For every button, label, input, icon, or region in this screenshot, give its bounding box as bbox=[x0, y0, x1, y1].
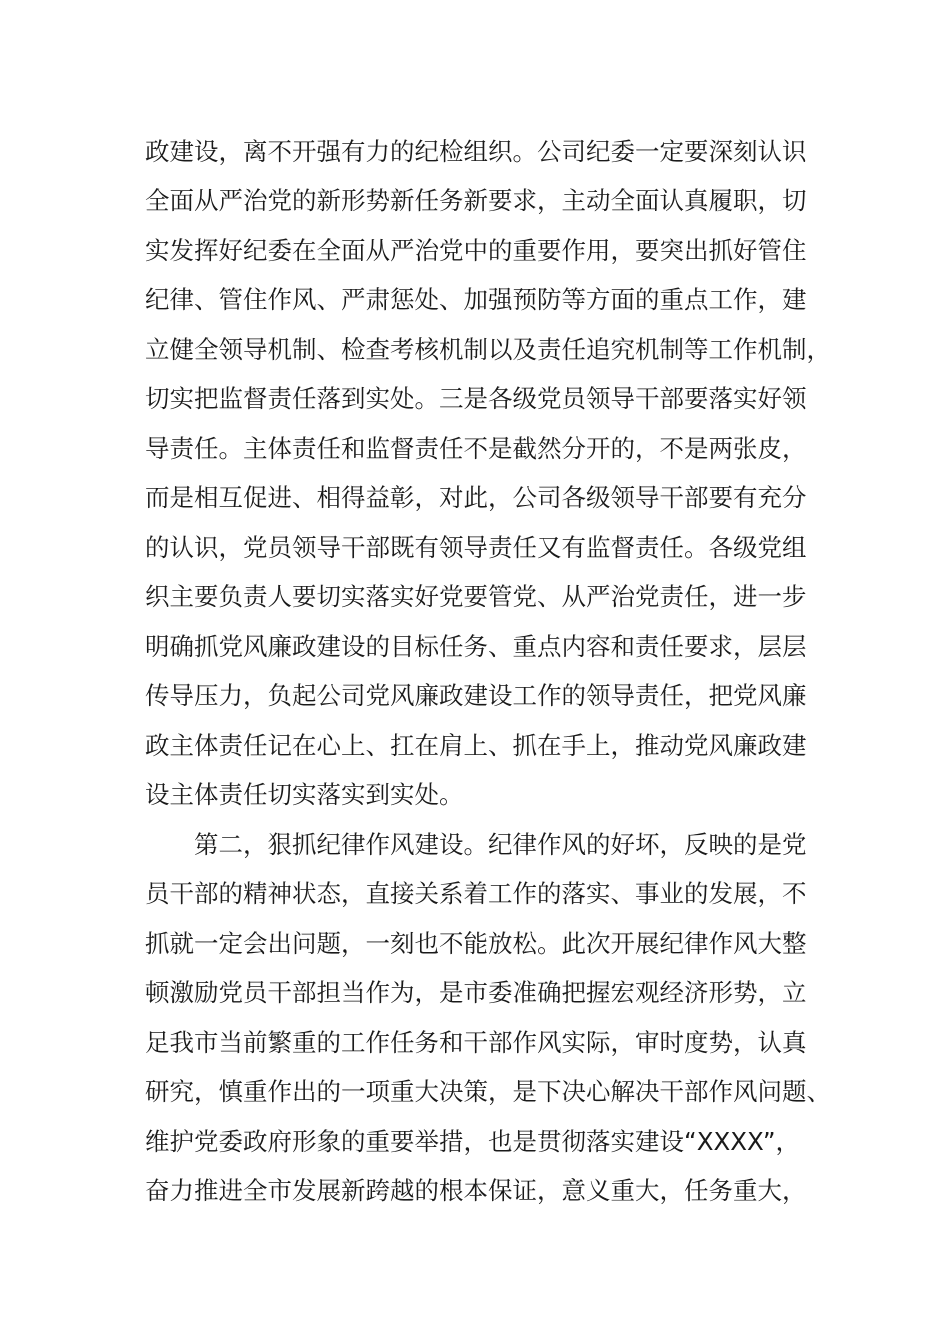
text-line: 明确抓党风廉政建设的目标任务、重点内容和责任要求，层层 bbox=[145, 632, 807, 661]
text-line: 奋力推进全市发展新跨越的根本保证，意义重大，任务重大， bbox=[145, 1176, 807, 1205]
text-line: 研究，慎重作出的一项重大决策，是下决心解决干部作风问题、 bbox=[145, 1077, 831, 1106]
text-line: 政主体责任记在心上、扛在肩上、抓在手上，推动党风廉政建 bbox=[145, 731, 807, 760]
text-line: 抓就一定会出问题，一刻也不能放松。此次开展纪律作风大整 bbox=[145, 929, 807, 958]
paragraph-start-line: 第二，狠抓纪律作风建设。纪律作风的好坏，反映的是党 bbox=[194, 830, 807, 859]
text-line: 而是相互促进、相得益彰，对此，公司各级领导干部要有充分 bbox=[145, 483, 807, 512]
text-line: 织主要负责人要切实落实好党要管党、从严治党责任，进一步 bbox=[145, 582, 807, 611]
text-line: 顿激励党员干部担当作为，是市委准确把握宏观经济形势，立 bbox=[145, 978, 807, 1007]
text-line: 切实把监督责任落到实处。三是各级党员领导干部要落实好领 bbox=[145, 384, 807, 413]
text-line: 实发挥好纪委在全面从严治党中的重要作用，要突出抓好管住 bbox=[145, 236, 807, 265]
text-line: 足我市当前繁重的工作任务和干部作风实际，审时度势，认真 bbox=[145, 1028, 807, 1057]
text-line: 政建设，离不开强有力的纪检组织。公司纪委一定要深刻认识 bbox=[145, 137, 807, 166]
text-line: 导责任。主体责任和监督责任不是截然分开的，不是两张皮， bbox=[145, 434, 807, 463]
text-line: 传导压力，负起公司党风廉政建设工作的领导责任，把党风廉 bbox=[145, 681, 807, 710]
text-line: 员干部的精神状态，直接关系着工作的落实、事业的发展，不 bbox=[145, 879, 807, 908]
text-line: 维护党委政府形象的重要举措，也是贯彻落实建设“XXXX”， bbox=[145, 1127, 801, 1156]
text-line: 设主体责任切实落实到实处。 bbox=[145, 780, 464, 809]
text-line: 立健全领导机制、检查考核机制以及责任追究机制等工作机制， bbox=[145, 335, 831, 364]
text-line: 全面从严治党的新形势新任务新要求，主动全面认真履职，切 bbox=[145, 186, 807, 215]
text-line: 的认识，党员领导干部既有领导责任又有监督责任。各级党组 bbox=[145, 533, 807, 562]
text-line: 纪律、管住作风、严肃惩处、加强预防等方面的重点工作，建 bbox=[145, 285, 807, 314]
